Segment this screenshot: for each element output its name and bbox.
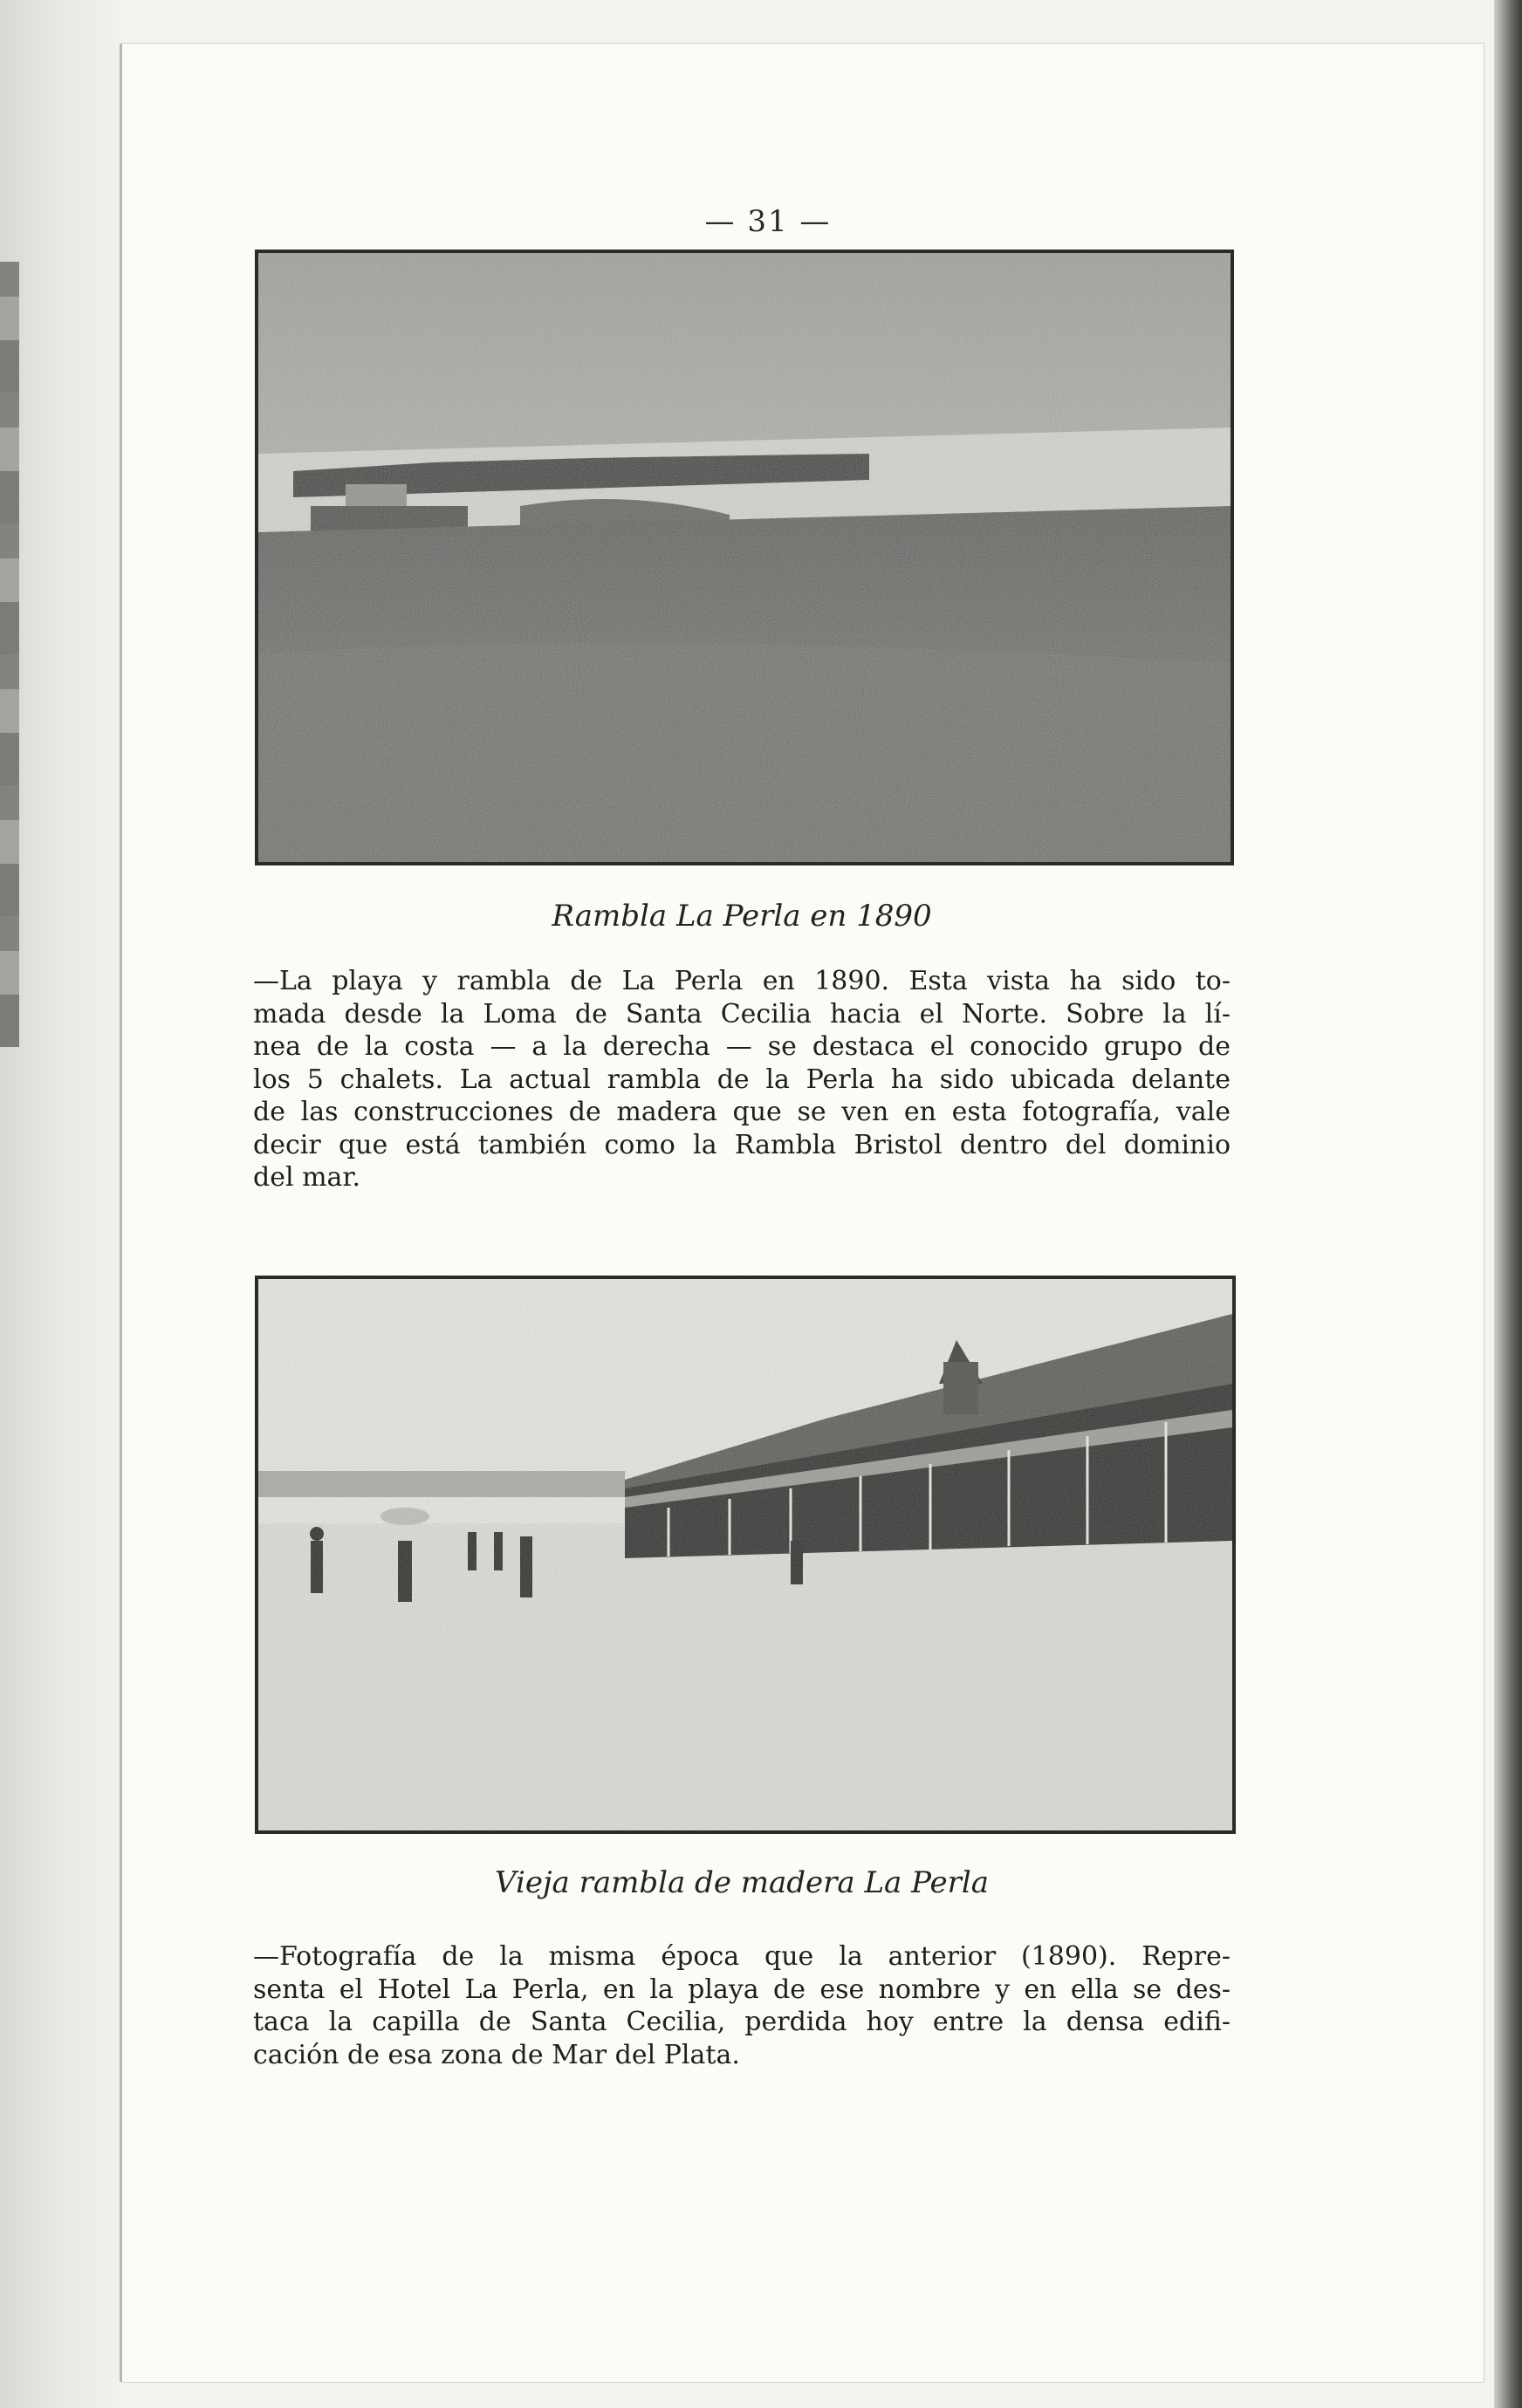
text-line: decir que está también como la Rambla Bristol dentro del dominio (253, 1129, 1231, 1160)
text-line: —La playa y rambla de La Perla en 1890. Esta vista ha sido to- (253, 966, 1231, 996)
text-line: los 5 chalets. La actual rambla de la Perla ha sido ubicada delante (253, 1064, 1231, 1095)
scan-left-edge (0, 0, 122, 2408)
text-line: de las construcciones de madera que se ven en esta fotografía, vale (253, 1097, 1231, 1127)
scan-right-edge (1494, 0, 1522, 2408)
text-line: —Fotografía de la misma época que la anterior (1890). Repre- (253, 1941, 1231, 1972)
text-line: taca la capilla de Santa Cecilia, perdida hoy entre la densa edifi- (253, 2007, 1231, 2037)
wooden-rambla-image (258, 1279, 1232, 1830)
text-line: senta el Hotel La Perla, en la playa de ese nombre y en ella se des- (253, 1974, 1231, 2005)
beach-landscape-image (258, 253, 1231, 862)
text-line: cación de esa zona de Mar del Plata. (253, 2039, 740, 2070)
photo-caption: Rambla La Perla en 1890 (552, 899, 932, 934)
photo-vieja-rambla-madera (255, 1276, 1236, 1834)
photo-caption: Vieja rambla de madera La Perla (495, 1865, 989, 1900)
text-line: mada desde la Loma de Santa Cecilia hacia el Norte. Sobre la lí- (253, 998, 1231, 1030)
text-line: nea de la costa — a la derecha — se destaca el conocido grupo de (253, 1031, 1231, 1062)
text-line: del mar. (253, 1162, 361, 1193)
photo-rambla-la-perla-1890 (255, 250, 1234, 865)
page-number: — 31 — (704, 204, 832, 239)
photo-description-paragraph (253, 965, 1231, 1194)
book-spine (0, 262, 19, 1047)
photo-description-paragraph (253, 1940, 1231, 2071)
